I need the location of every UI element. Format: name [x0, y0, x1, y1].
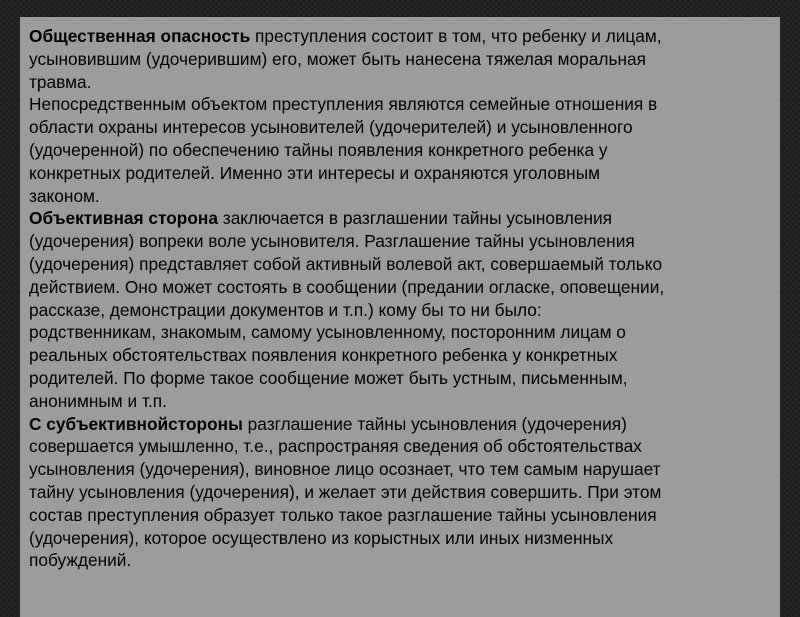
text-run: конкретных родителей. Именно эти интересы и охраняются уголовным	[29, 162, 601, 183]
text-run: побуждений.	[29, 550, 132, 571]
text-line	[29, 321, 774, 344]
text-run: Непосредственным объектом преступления являются семейные отношения в	[29, 94, 658, 115]
text-line	[29, 230, 774, 253]
text-run: (удочерения) представляет собой активный волевой акт, совершаемый только	[29, 253, 663, 274]
slide-content-panel	[20, 17, 780, 617]
text-line	[29, 116, 774, 139]
text-run: действием. Оно может состоять в сообщении (предании огласке, оповещении,	[29, 276, 665, 297]
text-run: законом.	[29, 185, 100, 206]
text-line	[29, 25, 774, 48]
text-line	[29, 253, 774, 276]
text-run: преступления состоит в том, что ребенку и лицам,	[250, 26, 662, 46]
text-line	[29, 93, 774, 116]
text-line	[29, 162, 774, 185]
text-run: рассказе, демонстрации документов и т.п.) кому бы то ни было:	[29, 299, 542, 320]
text-run: совершается умышленно, т.е., распространяя сведения об обстоятельствах	[29, 436, 642, 457]
text-line	[29, 71, 774, 94]
text-run: родственникам, знакомым, самому усыновленному, посторонним лицам о	[29, 322, 626, 343]
text-line	[29, 390, 774, 413]
text-line	[29, 344, 774, 367]
paragraph	[29, 413, 774, 573]
text-run: реальных обстоятельствах появления конкретного ребенка у конкретных	[29, 345, 618, 366]
text-run: (удочерения), которое осуществлено из корыстных или иных низменных	[29, 527, 614, 548]
text-run: области охраны интересов усыновителей (удочерителей) и усыновленного	[29, 117, 633, 138]
bold-term: Объективная сторона	[29, 208, 218, 229]
text-line	[29, 527, 774, 550]
text-line	[29, 458, 774, 481]
text-run: усыновившим (удочерившим) его, может быть нанесена тяжелая моральная	[29, 48, 646, 69]
paragraph	[29, 93, 774, 207]
slide-body-text	[29, 25, 774, 572]
text-line	[29, 504, 774, 527]
text-line	[29, 435, 774, 458]
text-line	[29, 276, 774, 299]
text-run: тайну усыновления (удочерения), и желает эти действия совершить. При этом	[29, 481, 662, 502]
text-run: усыновления (удочерения), виновное лицо осознает, что тем самым нарушает	[29, 459, 661, 480]
paragraph	[29, 25, 774, 93]
text-run: анонимным и т.п.	[29, 390, 167, 411]
text-line	[29, 207, 774, 230]
text-run: разглашение тайны усыновления (удочерения)	[242, 413, 627, 434]
text-line	[29, 185, 774, 208]
paragraph	[29, 207, 774, 412]
text-run: травма.	[29, 71, 92, 92]
text-line	[29, 481, 774, 504]
text-line	[29, 413, 774, 436]
text-line	[29, 48, 774, 71]
text-run: (удочерения) вопреки воле усыновителя. Разглашение тайны усыновления	[29, 231, 635, 252]
text-line	[29, 549, 774, 572]
text-line	[29, 139, 774, 162]
text-run: заключается в разглашении тайны усыновления	[217, 208, 613, 229]
text-run: состав преступления образует только такое разглашение тайны усыновления	[29, 504, 657, 525]
text-line	[29, 367, 774, 390]
bold-term: Общественная опасность	[29, 26, 251, 46]
bold-term: С субъективнойстороны	[29, 413, 243, 434]
text-line	[29, 299, 774, 322]
text-run: (удочеренной) по обеспечению тайны появления конкретного ребенка у	[29, 139, 608, 160]
text-run: родителей. По форме такое сообщение может быть устным, письменным,	[29, 367, 628, 388]
